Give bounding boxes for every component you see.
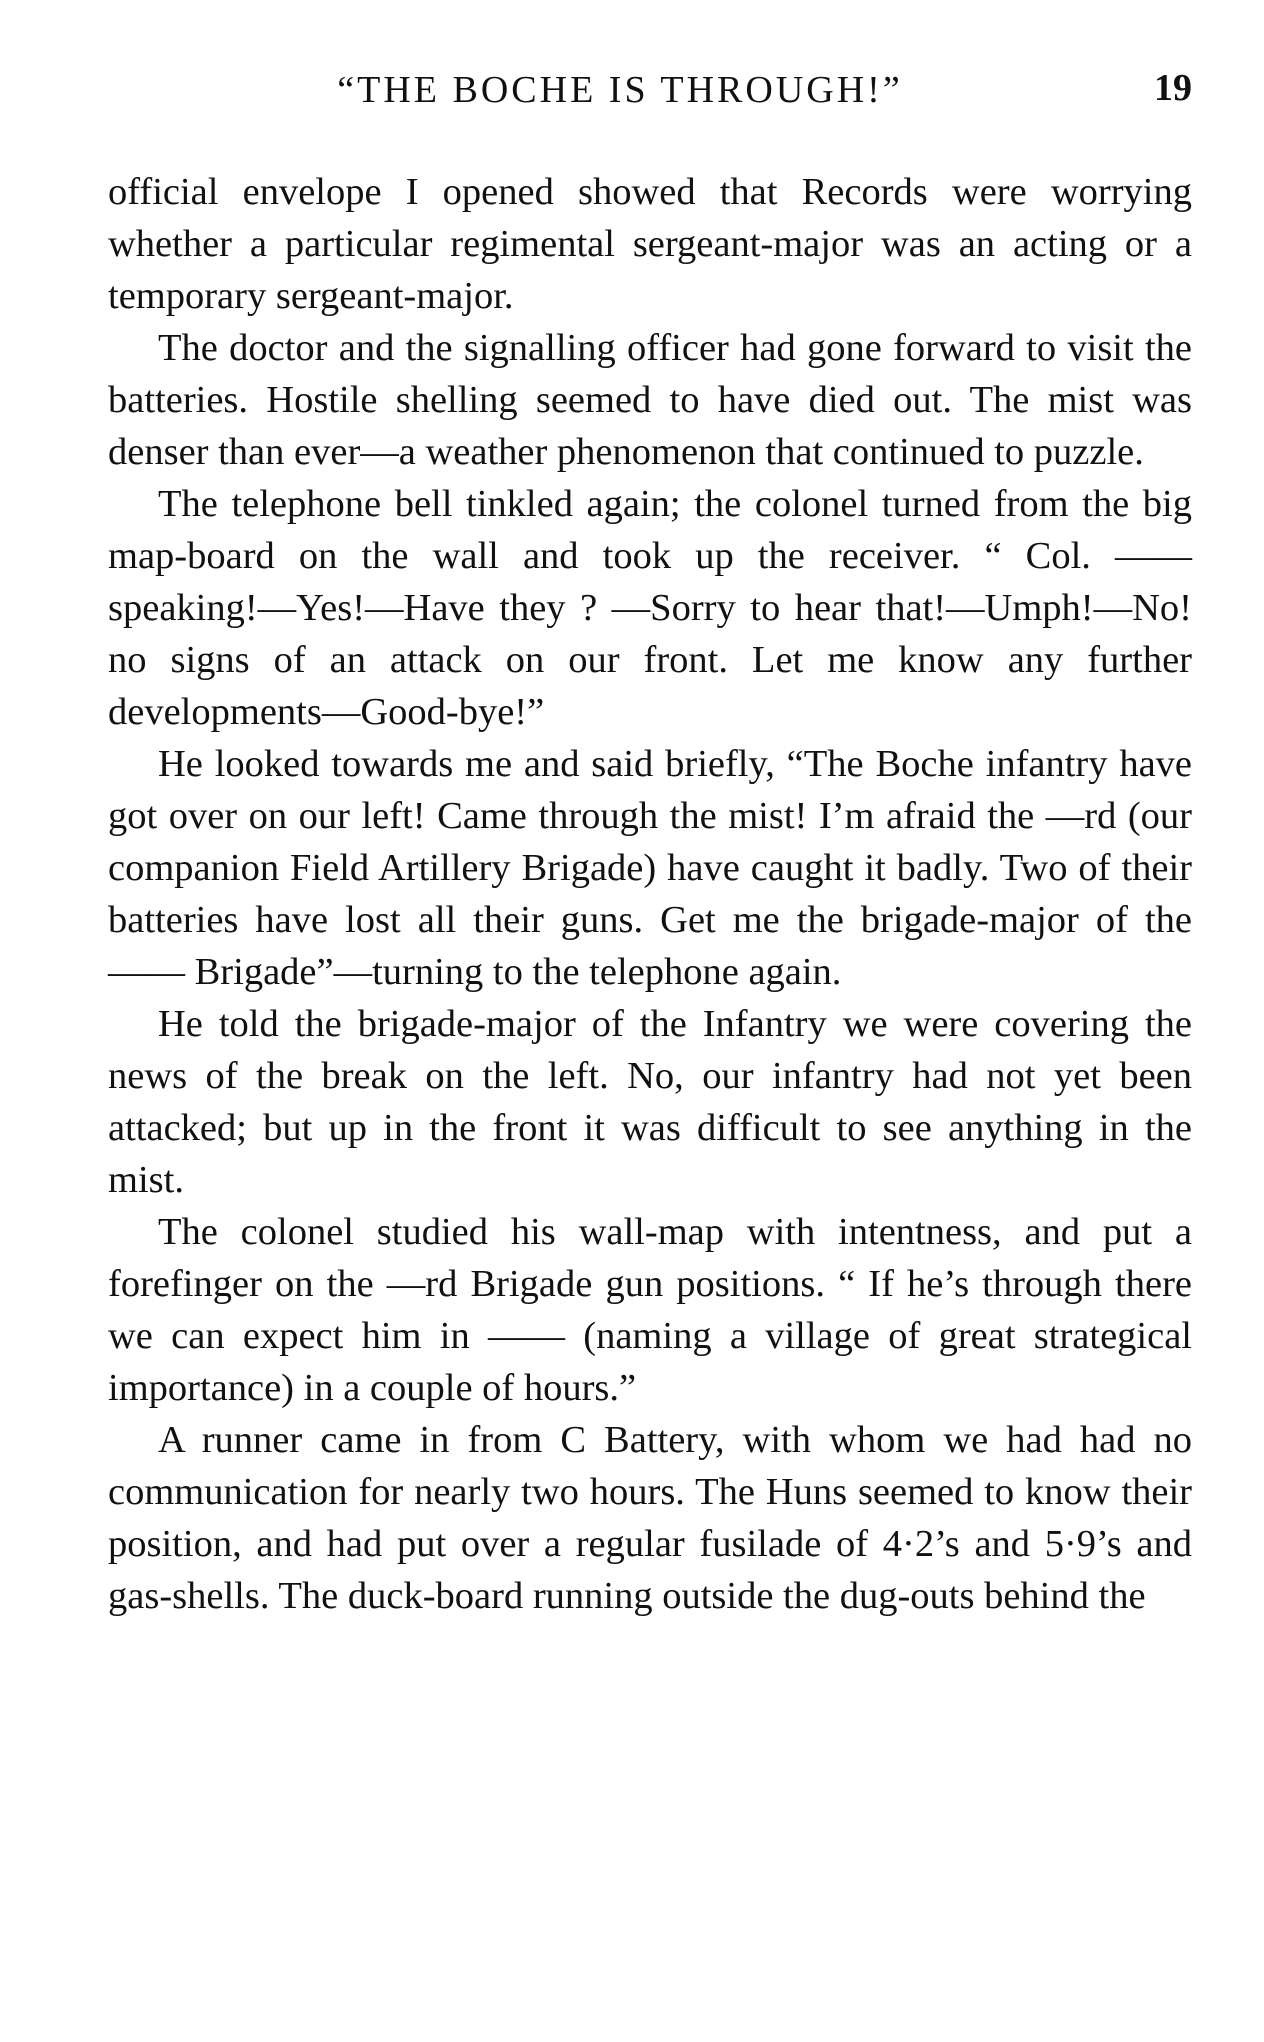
paragraph-7: A runner came in from C Battery, with whom we had had no communication for nearly two hours. The Huns seemed to know their position, and had put over a regular fusilade of 4·2’s and 5·9’s and gas-shells. The duck-board running outside the dug-outs behind the (108, 1419, 1192, 1617)
paragraph-6: The colonel studied his wall-map with intentness, and put a forefinger on the —rd Brigade gun positions. “ If he’s through there we can expect him in —— (naming a village of great strategical importance) in a couple of hours.” (108, 1211, 1192, 1409)
paragraph-4: He looked towards me and said briefly, “The Boche infantry have got over on our left! Came through the mist! I’m afraid the —rd (our companion Field Artillery Brigade) have caught it badly. Two of their batteries have lost all their guns. Get me the brigade-major of the —— Brigade”—turning to the telephone again. (108, 743, 1192, 993)
paragraph-5: He told the brigade-major of the Infantry we were covering the news of the break on the left. No, our infantry had not yet been attacked; but up in the front it was difficult to see anything in the mist. (108, 1003, 1192, 1201)
body-text (108, 166, 1192, 1622)
page-number: 19 (1154, 67, 1192, 109)
paragraph-2: The doctor and the signalling officer had gone forward to visit the batteries. Hostile shelling seemed to have died out. The mist was denser than ever—a weather phenomenon that continued to puzzle. (108, 327, 1192, 473)
page-header (108, 60, 1192, 120)
running-title: “THE BOCHE IS THROUGH!” (337, 69, 903, 111)
paragraph-1: official envelope I opened showed that Records were worrying whether a particular regimental sergeant-major was an acting or a temporary sergeant-major. (108, 171, 1192, 317)
paragraph-3: The telephone bell tinkled again; the colonel turned from the big map-board on the wall and took up the receiver. “ Col. —— speaking!—Yes!—Have they ? —Sorry to hear that!—Umph!—No! no signs of an attack on our front. Let me know any further developments—Good-bye!” (108, 483, 1192, 733)
